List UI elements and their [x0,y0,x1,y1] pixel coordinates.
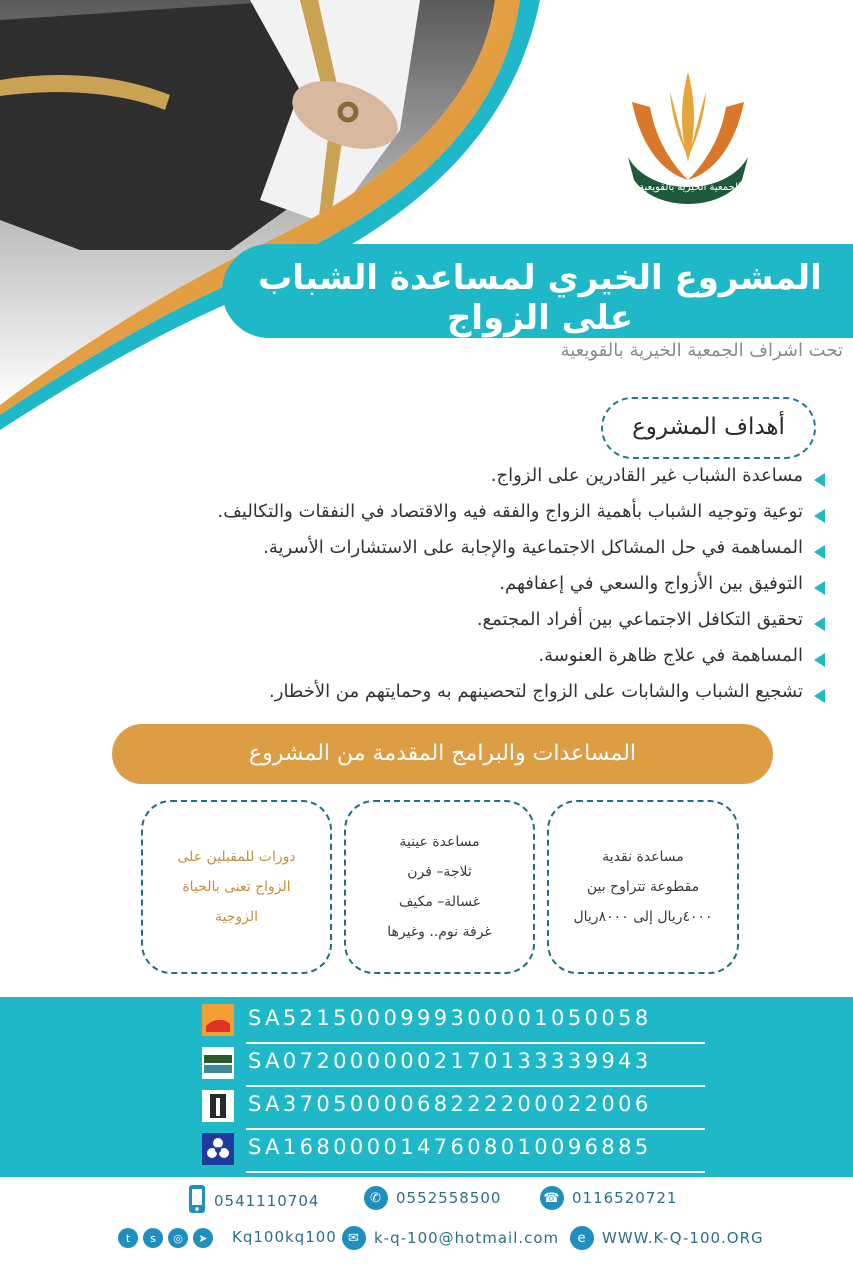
social-handle-text: Kq100kq100 [232,1228,337,1246]
inkind-aid-line: غرفة نوم.. وغيرها [387,924,492,940]
social-links [118,1228,213,1248]
fax-icon: ☎ [540,1186,564,1210]
inkind-aid-line: مساعدة عينية [399,834,480,850]
mobile-phone-icon [188,1184,206,1218]
website-contact[interactable] [570,1226,764,1250]
iban-number[interactable]: SA0720000002170133339943 [248,1049,652,1073]
cash-aid-line: ٤٠٠٠ريال إلى ٨٠٠٠ريال [573,909,713,925]
goals-heading: أهداف المشروع [632,414,785,440]
bank-account-row [200,1043,705,1087]
instagram-icon[interactable]: ◎ [168,1228,188,1248]
bank-account-row [200,1086,705,1130]
bullet-arrow-icon [814,581,825,595]
bullet-arrow-icon [814,689,825,703]
whatsapp-icon: ✆ [364,1186,388,1210]
goal-item: تشجيع الشباب والشابات على الزواج لتحصينهم به وحمايتهم من الأخطار. [35,681,825,717]
email-address: k-q-100@hotmail.com [374,1229,560,1247]
web-icon: e [570,1226,594,1250]
courses-line: الزوجية [214,909,259,925]
goal-item: توعية وتوجيه الشباب بأهمية الزواج والفقه فيه والاقتصاد في النفقات والتكاليف. [35,501,825,537]
social-handle[interactable] [232,1228,337,1246]
page-subtitle: تحت اشراف الجمعية الخيرية بالقويعية [560,340,843,361]
fax-number: 0116520721 [572,1189,678,1207]
bank-alinma-icon [202,1090,234,1122]
goals-heading-box [601,397,816,459]
iban-number[interactable]: SA5215000999300001050058 [248,1006,652,1030]
courses-box [141,800,332,974]
courses-line: الزواج تعنى بالحياة [182,879,291,895]
cash-aid-line: مقطوعة تتراوح بين [586,879,700,895]
goal-item: المساهمة في حل المشاكل الاجتماعية والإجابة على الاستشارات الأسرية. [35,537,825,573]
goals-list [35,465,825,717]
cash-aid-line: مساعدة نقدية [602,849,684,865]
mobile-number: 0541110704 [214,1192,320,1210]
goal-item: التوفيق بين الأزواج والسعي في إعفافهم. [35,573,825,609]
bullet-arrow-icon [814,617,825,631]
twitter-icon[interactable]: t [118,1228,138,1248]
mobile-contact[interactable] [188,1184,319,1218]
telegram-icon[interactable]: ➤ [193,1228,213,1248]
bullet-arrow-icon [814,653,825,667]
inkind-aid-line: ثلاجة– فرن [407,864,472,880]
whatsapp-contact[interactable] [364,1186,501,1210]
bullet-arrow-icon [814,473,825,487]
programs-heading: المساعدات والبرامج المقدمة من المشروع [248,741,637,766]
email-contact[interactable] [342,1226,559,1250]
logo-caption: الجمعية الخيرية بالقويعية [639,182,741,193]
bank-albilad-icon [202,1004,234,1036]
goal-item: المساهمة في علاج ظاهرة العنوسة. [35,645,825,681]
bank-riyad-icon [202,1047,234,1079]
iban-number[interactable]: SA3705000068222200022006 [248,1092,652,1116]
inkind-aid-line: غسالة– مكيف [398,894,481,910]
bank-account-row [200,1000,705,1044]
snapchat-icon[interactable]: s [143,1228,163,1248]
goal-item: مساعدة الشباب غير القادرين على الزواج. [35,465,825,501]
page-title: المشروع الخيري لمساعدة الشباب على الزواج [258,258,822,338]
website-url: WWW.K-Q-100.ORG [602,1229,764,1247]
bank-account-row [200,1129,705,1173]
fax-contact[interactable] [540,1186,677,1210]
whatsapp-number: 0552558500 [396,1189,502,1207]
inkind-aid-box [344,800,535,974]
charity-logo [610,62,770,212]
email-icon: ✉ [342,1226,366,1250]
divider [246,1171,705,1173]
bank-rajhi-icon [202,1133,234,1165]
iban-number[interactable]: SA1680000147608010096885 [248,1135,652,1159]
courses-line: دورات للمقبلين على [177,849,296,865]
cash-aid-box [547,800,739,974]
goal-item: تحقيق التكافل الاجتماعي بين أفراد المجتمع. [35,609,825,645]
bullet-arrow-icon [814,509,825,523]
bullet-arrow-icon [814,545,825,559]
